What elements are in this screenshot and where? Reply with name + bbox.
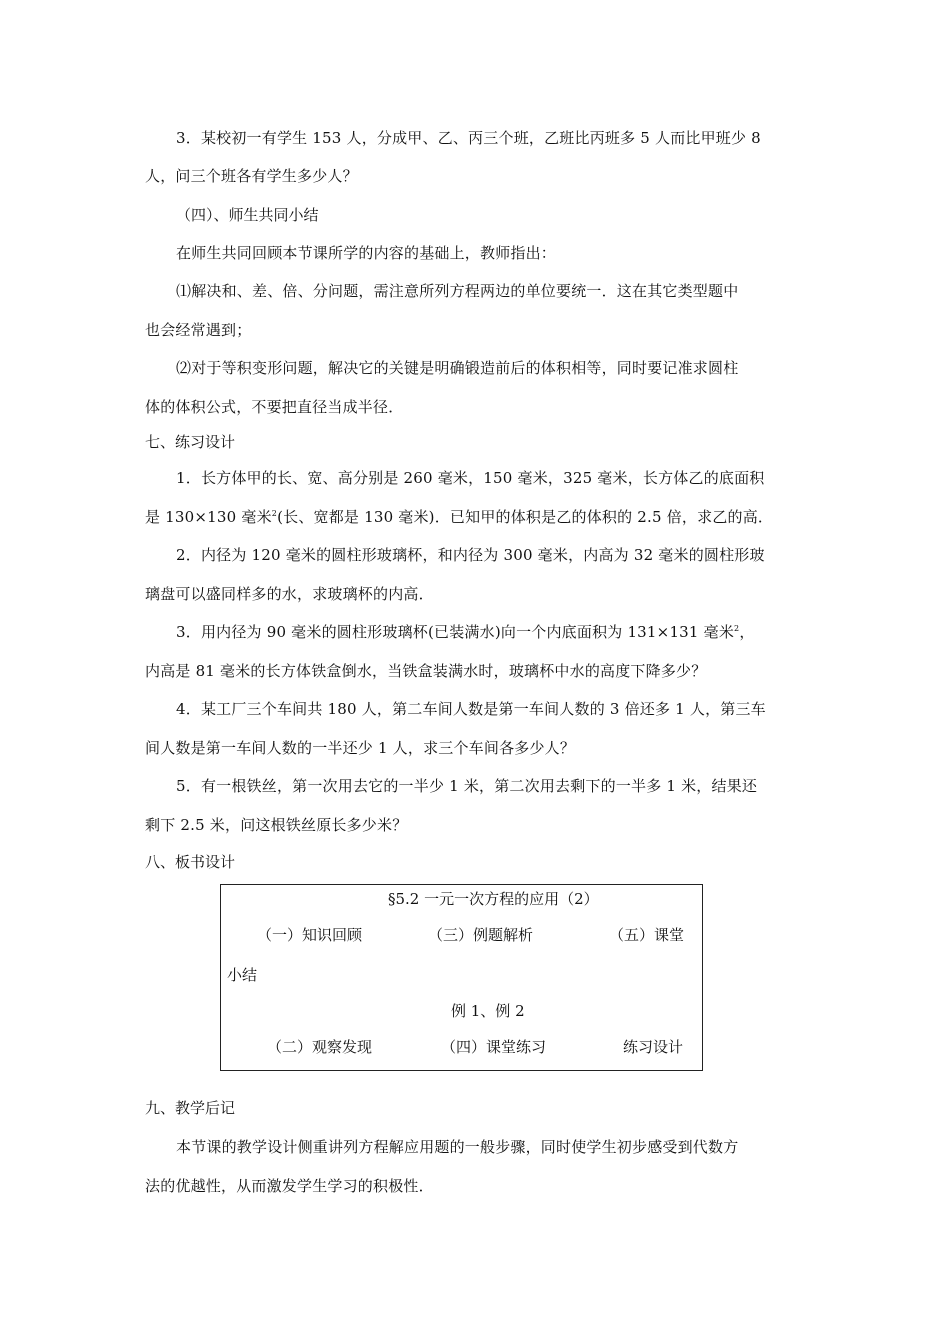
board-section-class-summary: （五）课堂 <box>609 926 685 944</box>
summary-heading: （四）、师生共同小结 <box>176 206 319 224</box>
practice-q3-line-1-part-a: 3．用内径为 90 毫米的圆柱形玻璃杯(已装满水)向一个内底面积为 131×131 毫米 <box>176 623 735 641</box>
afterword-line-1: 本节课的教学设计侧重讲列方程解应用题的一般步骤，同时使学生初步感受到代数方 <box>176 1138 739 1156</box>
practice-q1-line-2-part-a: 是 130×130 毫米 <box>145 508 272 526</box>
practice-q2-line-2: 璃盘可以盛同样多的水，求玻璃杯的内高． <box>145 585 434 603</box>
practice-q3-line-1-part-b: ， <box>739 623 755 641</box>
practice-q4-line-1: 4．某工厂三个车间共 180 人，第二车间人数是第一车间人数的 3 倍还多 1 人，第三车 <box>176 700 766 718</box>
practice-q1-line-1: 1．长方体甲的长、宽、高分别是 260 毫米，150 毫米，325 毫米，长方体乙的底面积 <box>176 469 765 487</box>
problem-3-line-1: 3．某校初一有学生 153 人，分成甲、乙、丙三个班，乙班比丙班多 5 人而比甲班少 8 <box>176 129 761 147</box>
afterword-line-2: 法的优越性，从而激发学生学习的积极性． <box>145 1177 434 1195</box>
summary-point-1-line-1: ⑴解决和、差、倍、分问题，需注意所列方程两边的单位要统一．这在其它类型题中 <box>176 282 739 300</box>
practice-q5-line-2: 剩下 2.5 米，问这根铁丝原长多少米？ <box>145 816 408 834</box>
practice-heading: 七、练习设计 <box>145 433 236 451</box>
problem-3-line-2: 人，问三个班各有学生多少人？ <box>145 167 358 185</box>
practice-q1-line-2-part-b: (长、宽都是 130 毫米)．已知甲的体积是乙的体积的 2.5 倍，求乙的高． <box>277 508 774 526</box>
practice-q3-line-1 <box>176 622 755 642</box>
practice-q5-line-1: 5．有一根铁丝，第一次用去它的一半少 1 米，第二次用去剩下的一半多 1 米，结果还 <box>176 777 758 795</box>
board-section-class-practice: （四）课堂练习 <box>441 1038 547 1056</box>
board-section-practice-design: 练习设计 <box>623 1038 684 1056</box>
board-section-observation: （二）观察发现 <box>267 1038 373 1056</box>
board-design-box <box>220 884 703 1071</box>
practice-q3-line-2: 内高是 81 毫米的长方体铁盒倒水，当铁盒装满水时，玻璃杯中水的高度下降多少？ <box>145 662 707 680</box>
board-section-example-analysis: （三）例题解析 <box>428 926 534 944</box>
practice-q3-superscript: 2 <box>734 624 740 633</box>
practice-q4-line-2: 间人数是第一车间人数的一半还少 1 人，求三个车间各多少人？ <box>145 739 576 757</box>
afterword-heading: 九、教学后记 <box>145 1099 236 1117</box>
board-design-heading: 八、板书设计 <box>145 853 236 871</box>
practice-q1-line-2 <box>145 507 773 527</box>
board-section-knowledge-review: （一）知识回顾 <box>257 926 363 944</box>
board-summary-continued: 小结 <box>227 966 258 984</box>
practice-q2-line-1: 2．内径为 120 毫米的圆柱形玻璃杯，和内径为 300 毫米，内高为 32 毫米的圆柱形玻 <box>176 546 765 564</box>
summary-point-2-line-2: 体的体积公式，不要把直径当成半径． <box>145 398 404 416</box>
board-examples: 例 1、例 2 <box>451 1002 525 1020</box>
summary-point-1-line-2: 也会经常遇到； <box>145 321 252 339</box>
summary-point-2-line-1: ⑵对于等积变形问题，解决它的关键是明确锻造前后的体积相等，同时要记准求圆柱 <box>176 359 739 377</box>
summary-intro: 在师生共同回顾本节课所学的内容的基础上，教师指出： <box>176 244 557 262</box>
board-title: §5.2 一元一次方程的应用（2） <box>388 890 599 908</box>
practice-q1-superscript: 2 <box>271 509 278 518</box>
